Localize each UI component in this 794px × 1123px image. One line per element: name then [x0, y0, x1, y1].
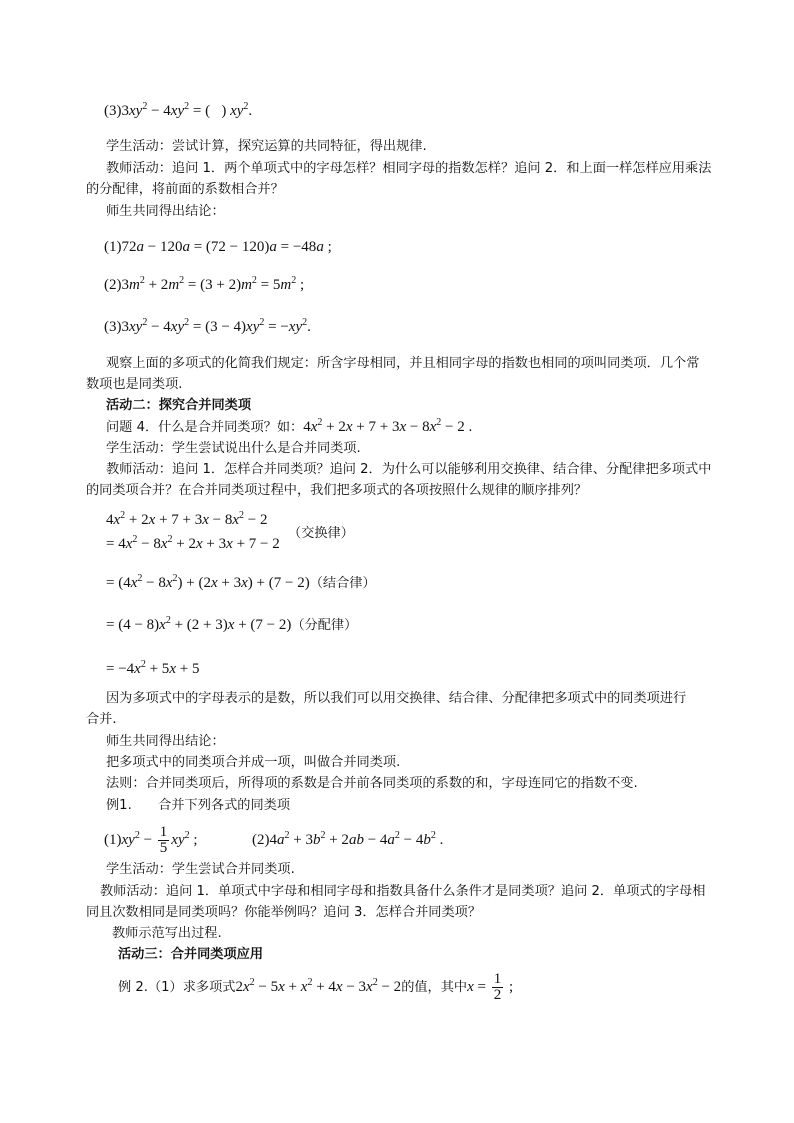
teacher-activity-1-cont: 的分配律，将前面的系数相合并？: [86, 182, 284, 197]
teacher-activity-3-cont: 同且次数相同是同类项吗？你能举例吗？追问 3．怎样合并同类项？: [86, 905, 482, 920]
definition-paragraph-cont: 数项也是同类项.: [86, 377, 183, 392]
merge-rule: 法则：合并同类项后，所得项的系数是合并前各同类项的系数的和，字母连同它的指数不变.: [106, 776, 638, 791]
reason-paragraph-cont: 合并.: [86, 712, 117, 727]
teacher-demo: 教师示范写出过程.: [112, 926, 222, 941]
teacher-activity-2: 教师活动：追问 1．怎样合并同类项？追问 2．为什么可以能够利用交换律、结合律、分配律把多项式中: [106, 462, 712, 477]
distributive-note: （分配律）: [291, 618, 358, 633]
derivation-step-3: = $(4 - 8)x^2 + (2 + 3)x + (7 - 2)$（分配律）: [106, 615, 358, 633]
example-2: 例 2.（1）求多项式$2x^2 - 5x + x^2 + 4x - 3x^2 - 2$的值，其中x = $\frac{1}{2}$ ;: [118, 970, 514, 1003]
student-activity-1: 学生活动：尝试计算，探究运算的共同特征，得出规律.: [106, 139, 427, 154]
teacher-activity-3: 教师活动：追问 1．单项式中字母和相同字母和指数具备什么条件才是同类项？追问 2．单项式的字母相: [100, 884, 706, 899]
solution-1: (1)72a − 120a = (72 − 120)a = −48a ;: [104, 239, 332, 255]
question-4: 问题 4．什么是合并同类项？如：$4x^2 + 2x + 7 + 3x - 8x^2 - 2$ .: [106, 417, 473, 435]
conclusion-heading-1: 师生共同得出结论：: [106, 204, 225, 219]
teacher-activity-1: 教师活动：追问 1．两个单项式中的字母怎样？相同字母的指数怎样？追问 2．和上面一样怎样应用乘法: [106, 161, 712, 176]
fraction-one-half: $\frac{1}{2}$: [493, 970, 502, 1003]
question-3-expression: $(3)3xy^2 - 4xy^2$ = ( ) $xy^2$.: [104, 101, 253, 119]
activity-3-heading: 活动三：合并同类项应用: [118, 947, 264, 962]
conclusion-heading-2: 师生共同得出结论：: [106, 734, 225, 749]
merge-definition: 把多项式中的同类项合并成一项，叫做合并同类项.: [106, 755, 401, 770]
derivation-step-4: = $-4x^2 + 5x + 5$: [106, 659, 200, 677]
definition-paragraph: 观察上面的多项式的化简我们规定：所含字母相同，并且相同字母的指数也相同的项叫同类项．几个常: [106, 356, 700, 371]
commutative-note: （交换律）: [288, 526, 354, 541]
example-1-heading: 例1. 合并下列各式的同类项: [106, 798, 291, 813]
teacher-activity-2-cont: 的同类项合并？在合并同类项过程中，我们把多项式的各项按照什么规律的顺序排列？: [86, 483, 588, 498]
derivation-step-0: $4x^2 + 2x + 7 + 3x - 8x^2 - 2$: [106, 510, 268, 528]
solution-2: $(2)3m^2 + 2m^2 = (3 + 2)m^2 = 5m^2$ ;: [104, 275, 305, 293]
solution-3: $(3)3xy^2 - 4xy^2 = (3 - 4)xy^2 = -xy^2$.: [104, 317, 311, 335]
example-1-part-2: $(2)4a^2 + 3b^2 + 2ab - 4a^2 - 4b^2$ .: [252, 830, 444, 848]
fraction-one-fifth: $\frac{1}{5}$: [159, 824, 168, 857]
student-activity-2: 学生活动：学生尝试说出什么是合并同类项.: [106, 441, 361, 456]
student-activity-3: 学生活动：学生尝试合并同类项.: [106, 862, 295, 877]
associative-note: （结合律）: [309, 576, 376, 591]
reason-paragraph: 因为多项式中的字母表示的是数，所以我们可以用交换律、结合律、分配律把多项式中的同类项进行: [106, 691, 687, 706]
derivation-step-1: = $4x^2 - 8x^2 + 2x + 3x + 7 - 2$: [106, 534, 280, 552]
example-1-part-1: $(1)xy^2$ − $\frac{1}{5}$ $xy^2$ ;: [104, 824, 198, 857]
activity-2-heading: 活动二：探究合并同类项: [106, 398, 252, 413]
derivation-step-2: = $(4x^2 - 8x^2) + (2x + 3x) + (7 - 2)$（结合律）: [106, 573, 376, 591]
